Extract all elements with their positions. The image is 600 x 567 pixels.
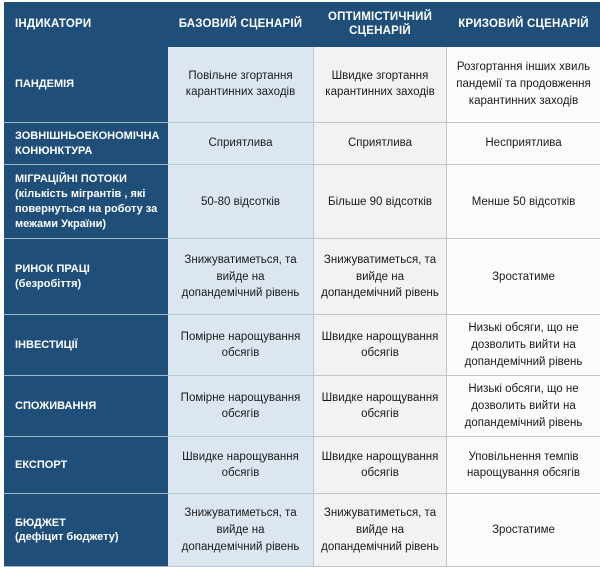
indicator-title: РИНОК ПРАЦІ xyxy=(15,263,90,275)
scenario-comparison-table xyxy=(4,2,600,567)
base-scenario-cell: Швидке нарощування обсягів xyxy=(168,437,314,494)
indicator-title: ЕКСПОРТ xyxy=(15,459,67,471)
crisis-scenario-cell: Низькі обсяги, що не дозволить вийти на допандемічний рівень xyxy=(447,315,600,376)
row-indicator-label xyxy=(5,46,168,122)
indicator-subtitle: (кількість мігрантів , які повернуться на роботу за межами України) xyxy=(15,187,159,232)
base-scenario-cell: Помірне нарощування обсягів xyxy=(168,315,314,376)
base-scenario-cell: Повільне згортання карантинних заходів xyxy=(168,46,314,122)
table-row xyxy=(5,46,600,122)
crisis-scenario-cell: Менше 50 відсотків xyxy=(447,165,600,239)
row-indicator-label xyxy=(5,494,168,567)
indicator-subtitle: (безробіття) xyxy=(15,277,159,292)
header-row xyxy=(5,3,600,47)
row-indicator-label xyxy=(5,315,168,376)
base-scenario-cell: Помірне нарощування обсягів xyxy=(168,376,314,437)
table-header xyxy=(5,3,600,47)
optimistic-scenario-cell: Більше 90 відсотків xyxy=(314,165,447,239)
crisis-scenario-cell: Зростатиме xyxy=(447,239,600,315)
indicator-title: ЗОВНІШНЬОЕКОНОМІЧНА КОНЮНКТУРА xyxy=(15,130,160,157)
row-indicator-label xyxy=(5,122,168,165)
indicator-title: СПОЖИВАННЯ xyxy=(15,400,96,412)
column-header-indicator: ІНДИКАТОРИ xyxy=(5,3,168,47)
base-scenario-cell: Знижуватиметься, та вийде на допандемічний рівень xyxy=(168,494,314,567)
column-header-base-scenario: БАЗОВИЙ СЦЕНАРІЙ xyxy=(168,3,314,47)
column-header-crisis-scenario: КРИЗОВИЙ СЦЕНАРІЙ xyxy=(447,3,600,47)
crisis-scenario-cell: Зростатиме xyxy=(447,494,600,567)
base-scenario-cell: Сприятлива xyxy=(168,122,314,165)
optimistic-scenario-cell: Знижуватиметься, та вийде на допандемічний рівень xyxy=(314,494,447,567)
table-row xyxy=(5,165,600,239)
row-indicator-label xyxy=(5,239,168,315)
table-row xyxy=(5,239,600,315)
indicator-title: БЮДЖЕТ xyxy=(15,517,66,529)
optimistic-scenario-cell: Швидке нарощування обсягів xyxy=(314,315,447,376)
crisis-scenario-cell: Низькі обсяги, що не дозволить вийти на допандемічний рівень xyxy=(447,376,600,437)
crisis-scenario-cell: Несприятлива xyxy=(447,122,600,165)
table-row xyxy=(5,315,600,376)
column-header-optimistic-scenario: ОПТИМІСТИЧНИЙ СЦЕНАРІЙ xyxy=(314,3,447,47)
row-indicator-label xyxy=(5,437,168,494)
row-indicator-label xyxy=(5,376,168,437)
optimistic-scenario-cell: Сприятлива xyxy=(314,122,447,165)
base-scenario-cell: 50-80 відсотків xyxy=(168,165,314,239)
indicator-title: ІНВЕСТИЦІЇ xyxy=(15,339,78,351)
indicator-title: ПАНДЕМІЯ xyxy=(15,78,74,90)
crisis-scenario-cell: Уповільнення темпів нарощування обсягів xyxy=(447,437,600,494)
optimistic-scenario-cell: Швидке нарощування обсягів xyxy=(314,376,447,437)
indicator-title: МІГРАЦІЙНІ ПОТОКИ xyxy=(15,173,127,185)
table-body xyxy=(5,46,600,567)
base-scenario-cell: Знижуватиметься, та вийде на допандемічний рівень xyxy=(168,239,314,315)
indicator-subtitle: (дефіцит бюджету) xyxy=(15,530,159,545)
table-row xyxy=(5,376,600,437)
optimistic-scenario-cell: Знижуватиметься, та вийде на допандемічний рівень xyxy=(314,239,447,315)
row-indicator-label xyxy=(5,165,168,239)
table-row xyxy=(5,122,600,165)
table-row xyxy=(5,437,600,494)
optimistic-scenario-cell: Швидке нарощування обсягів xyxy=(314,437,447,494)
optimistic-scenario-cell: Швидке згортання карантинних заходів xyxy=(314,46,447,122)
table-row xyxy=(5,494,600,567)
crisis-scenario-cell: Розгортання інших хвиль пандемії та продовження карантинних заходів xyxy=(447,46,600,122)
